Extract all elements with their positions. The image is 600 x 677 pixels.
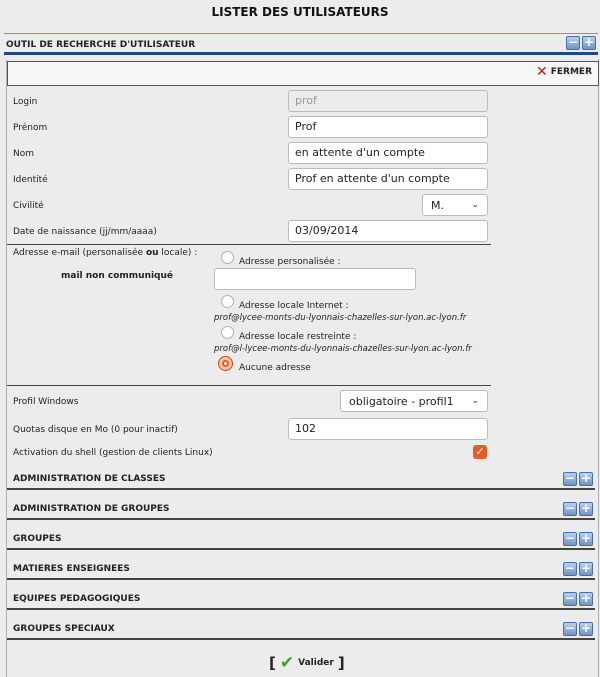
section-speciaux — [7, 620, 595, 640]
section-title: GROUPES — [13, 534, 62, 544]
search-tool-header — [4, 33, 598, 55]
section-title: ADMINISTRATION DE GROUPES — [13, 504, 170, 514]
submit-button[interactable] — [269, 654, 345, 672]
expand-button[interactable]: + — [580, 591, 592, 605]
section-title: EQUIPES PEDAGOGIQUES — [13, 594, 141, 604]
login-input[interactable]: prof — [288, 90, 488, 112]
email-label: Adresse e-mail (personalisée ou locale) : — [13, 248, 198, 258]
internet-address-value: prof@lycee-monts-du-lyonnais-chazelles-sur-lyon.ac-lyon.fr — [214, 313, 467, 323]
divider — [7, 244, 491, 245]
prenom-label: Prénom — [13, 123, 48, 133]
naissance-input[interactable]: 03/09/2014 — [288, 220, 488, 242]
bracket-open: [ — [269, 654, 276, 672]
radio-no-address[interactable] — [219, 357, 232, 370]
restricted-address-value: prof@l-lycee-monts-du-lyonnais-chazelles-sur-lyon.ac-lyon.fr — [214, 344, 472, 354]
collapse-button[interactable]: − — [564, 561, 576, 575]
close-button[interactable] — [536, 64, 592, 80]
expand-button[interactable]: + — [583, 35, 595, 49]
close-bar — [7, 61, 599, 86]
collapse-button[interactable]: − — [567, 35, 579, 49]
civilite-value: M. — [431, 198, 444, 212]
internet-address-label: Adresse locale Internet : — [239, 301, 349, 311]
section-title: MATIERES ENSEIGNEES — [13, 564, 130, 574]
radio-custom-address[interactable] — [221, 251, 234, 264]
chevron-down-icon: ⌄ — [471, 396, 479, 406]
close-icon: ✕ — [536, 64, 548, 80]
bracket-close: ] — [337, 654, 345, 672]
shell-label: Activation du shell (gestion de clients Linux) — [13, 448, 213, 458]
collapse-button[interactable]: − — [564, 591, 576, 605]
no-address-label: Aucune adresse — [239, 363, 311, 373]
expand-button[interactable]: + — [580, 561, 592, 575]
radio-internet-address[interactable] — [221, 295, 234, 308]
section-title: GROUPES SPECIAUX — [13, 624, 115, 634]
search-tool-title: OUTIL DE RECHERCHE D'UTILISATEUR — [6, 40, 196, 50]
checkmark-icon: ✔ — [279, 653, 295, 673]
submit-label: Valider — [298, 658, 334, 668]
profil-value: obligatoire - profil1 — [349, 394, 454, 408]
section-classes — [7, 470, 595, 490]
naissance-label: Date de naissance (jj/mm/aaaa) — [13, 227, 157, 237]
chevron-down-icon: ⌄ — [471, 200, 479, 210]
radio-restricted-address[interactable] — [221, 326, 234, 339]
quota-input[interactable]: 102 — [288, 418, 488, 440]
expand-button[interactable]: + — [580, 621, 592, 635]
collapse-button[interactable]: − — [564, 621, 576, 635]
civilite-select[interactable] — [422, 194, 488, 216]
collapse-button[interactable]: − — [564, 501, 576, 515]
nom-input[interactable]: en attente d'un compte — [288, 142, 488, 164]
section-title: ADMINISTRATION DE CLASSES — [13, 474, 166, 484]
custom-address-label: Adresse personalisée : — [239, 257, 341, 267]
login-label: Login — [13, 97, 38, 107]
profil-label: Profil Windows — [13, 397, 79, 407]
identite-input[interactable]: Prof en attente d'un compte — [288, 168, 488, 190]
profil-select[interactable] — [340, 390, 488, 412]
section-admin-groupes — [7, 500, 595, 520]
section-groupes — [7, 530, 595, 550]
expand-button[interactable]: + — [580, 501, 592, 515]
prenom-input[interactable]: Prof — [288, 116, 488, 138]
shell-checkbox[interactable]: ✓ — [473, 445, 487, 459]
collapse-button[interactable]: − — [564, 471, 576, 485]
section-matieres — [7, 560, 595, 580]
expand-button[interactable]: + — [580, 471, 592, 485]
nom-label: Nom — [13, 149, 35, 159]
custom-address-input[interactable] — [214, 268, 416, 290]
restricted-address-label: Adresse locale restreinte : — [239, 332, 357, 342]
civilite-label: Civilité — [13, 201, 44, 211]
search-panel — [6, 59, 599, 677]
page-title: LISTER DES UTILISATEURS — [211, 5, 389, 19]
quota-label: Quotas disque en Mo (0 pour inactif) — [13, 425, 178, 435]
divider — [7, 385, 491, 386]
collapse-button[interactable]: − — [564, 531, 576, 545]
close-label: FERMER — [550, 67, 592, 77]
section-equipes — [7, 590, 595, 610]
email-status: mail non communiqué — [61, 271, 174, 281]
identite-label: Identité — [13, 175, 48, 185]
expand-button[interactable]: + — [580, 531, 592, 545]
